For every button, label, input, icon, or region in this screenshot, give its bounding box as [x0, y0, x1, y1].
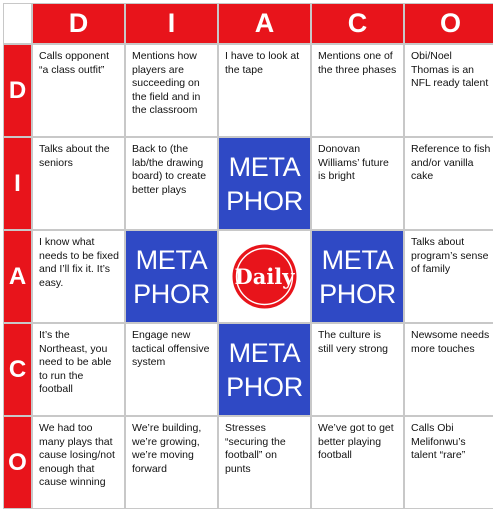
square-r5-c3[interactable]: Stresses “securing the football” on punts	[219, 417, 310, 508]
square-r5-c4[interactable]: We’ve got to get better playing football	[312, 417, 403, 508]
square-r4-c2[interactable]: Engage new tactical offensive system	[126, 324, 217, 415]
metaphor-line-1: META	[135, 244, 208, 275]
metaphor-line-1: META	[228, 151, 301, 182]
metaphor-line-1: META	[228, 337, 301, 368]
daily-logo-icon	[219, 231, 310, 322]
logo-text: Daily	[234, 264, 295, 289]
metaphor-square-r2-c3[interactable]	[219, 138, 310, 229]
metaphor-square-r3-c2[interactable]	[126, 231, 217, 322]
square-r3-c1[interactable]: I know what needs to be fixed and I’ll fix it. It’s easy.	[33, 231, 124, 322]
metaphor-line-2: PHOR	[319, 278, 396, 309]
square-r5-c2[interactable]: We’re building, we’re growing, we’re moving forward	[126, 417, 217, 508]
column-header-3: A	[219, 4, 310, 43]
metaphor-line-2: PHOR	[226, 371, 303, 402]
metaphor-line-1: META	[321, 244, 394, 275]
column-header-4: C	[312, 4, 403, 43]
square-r1-c2[interactable]: Mentions how players are succeeding on the field and in the classroom	[126, 45, 217, 136]
square-r2-c2[interactable]: Back to (the lab/the drawing board) to create better plays	[126, 138, 217, 229]
row-header-1: D	[4, 45, 31, 136]
metaphor-square-r3-c4[interactable]	[312, 231, 403, 322]
bingo-board	[3, 3, 493, 509]
square-r4-c4[interactable]: The culture is still very strong	[312, 324, 403, 415]
square-r2-c4[interactable]: Donovan Williams’ future is bright	[312, 138, 403, 229]
metaphor-line-2: PHOR	[133, 278, 210, 309]
square-r1-c3[interactable]: I have to look at the tape	[219, 45, 310, 136]
column-header-2: I	[126, 4, 217, 43]
column-header-1: D	[33, 4, 124, 43]
metaphor-line-2: PHOR	[226, 185, 303, 216]
column-header-5: O	[405, 4, 493, 43]
row-header-4: C	[4, 324, 31, 415]
corner-cell	[4, 4, 31, 43]
square-r1-c1[interactable]: Calls opponent “a class outfit”	[33, 45, 124, 136]
row-header-3: A	[4, 231, 31, 322]
square-r1-c4[interactable]: Mentions one of the three phases	[312, 45, 403, 136]
free-space-logo[interactable]	[219, 231, 310, 322]
square-r2-c5[interactable]: Reference to fish and/or vanilla cake	[405, 138, 493, 229]
square-r5-c1[interactable]: We had too many plays that cause losing/not enough that cause winning	[33, 417, 124, 508]
row-header-5: O	[4, 417, 31, 508]
square-r5-c5[interactable]: Calls Obi Melifonwu’s talent “rare”	[405, 417, 493, 508]
square-r4-c1[interactable]: It’s the Northeast, you need to be able to run the football	[33, 324, 124, 415]
square-r2-c1[interactable]: Talks about the seniors	[33, 138, 124, 229]
square-r3-c5[interactable]: Talks about program’s sense of family	[405, 231, 493, 322]
row-header-2: I	[4, 138, 31, 229]
metaphor-square-r4-c3[interactable]	[219, 324, 310, 415]
square-r4-c5[interactable]: Newsome needs more touches	[405, 324, 493, 415]
square-r1-c5[interactable]: Obi/Noel Thomas is an NFL ready talent	[405, 45, 493, 136]
